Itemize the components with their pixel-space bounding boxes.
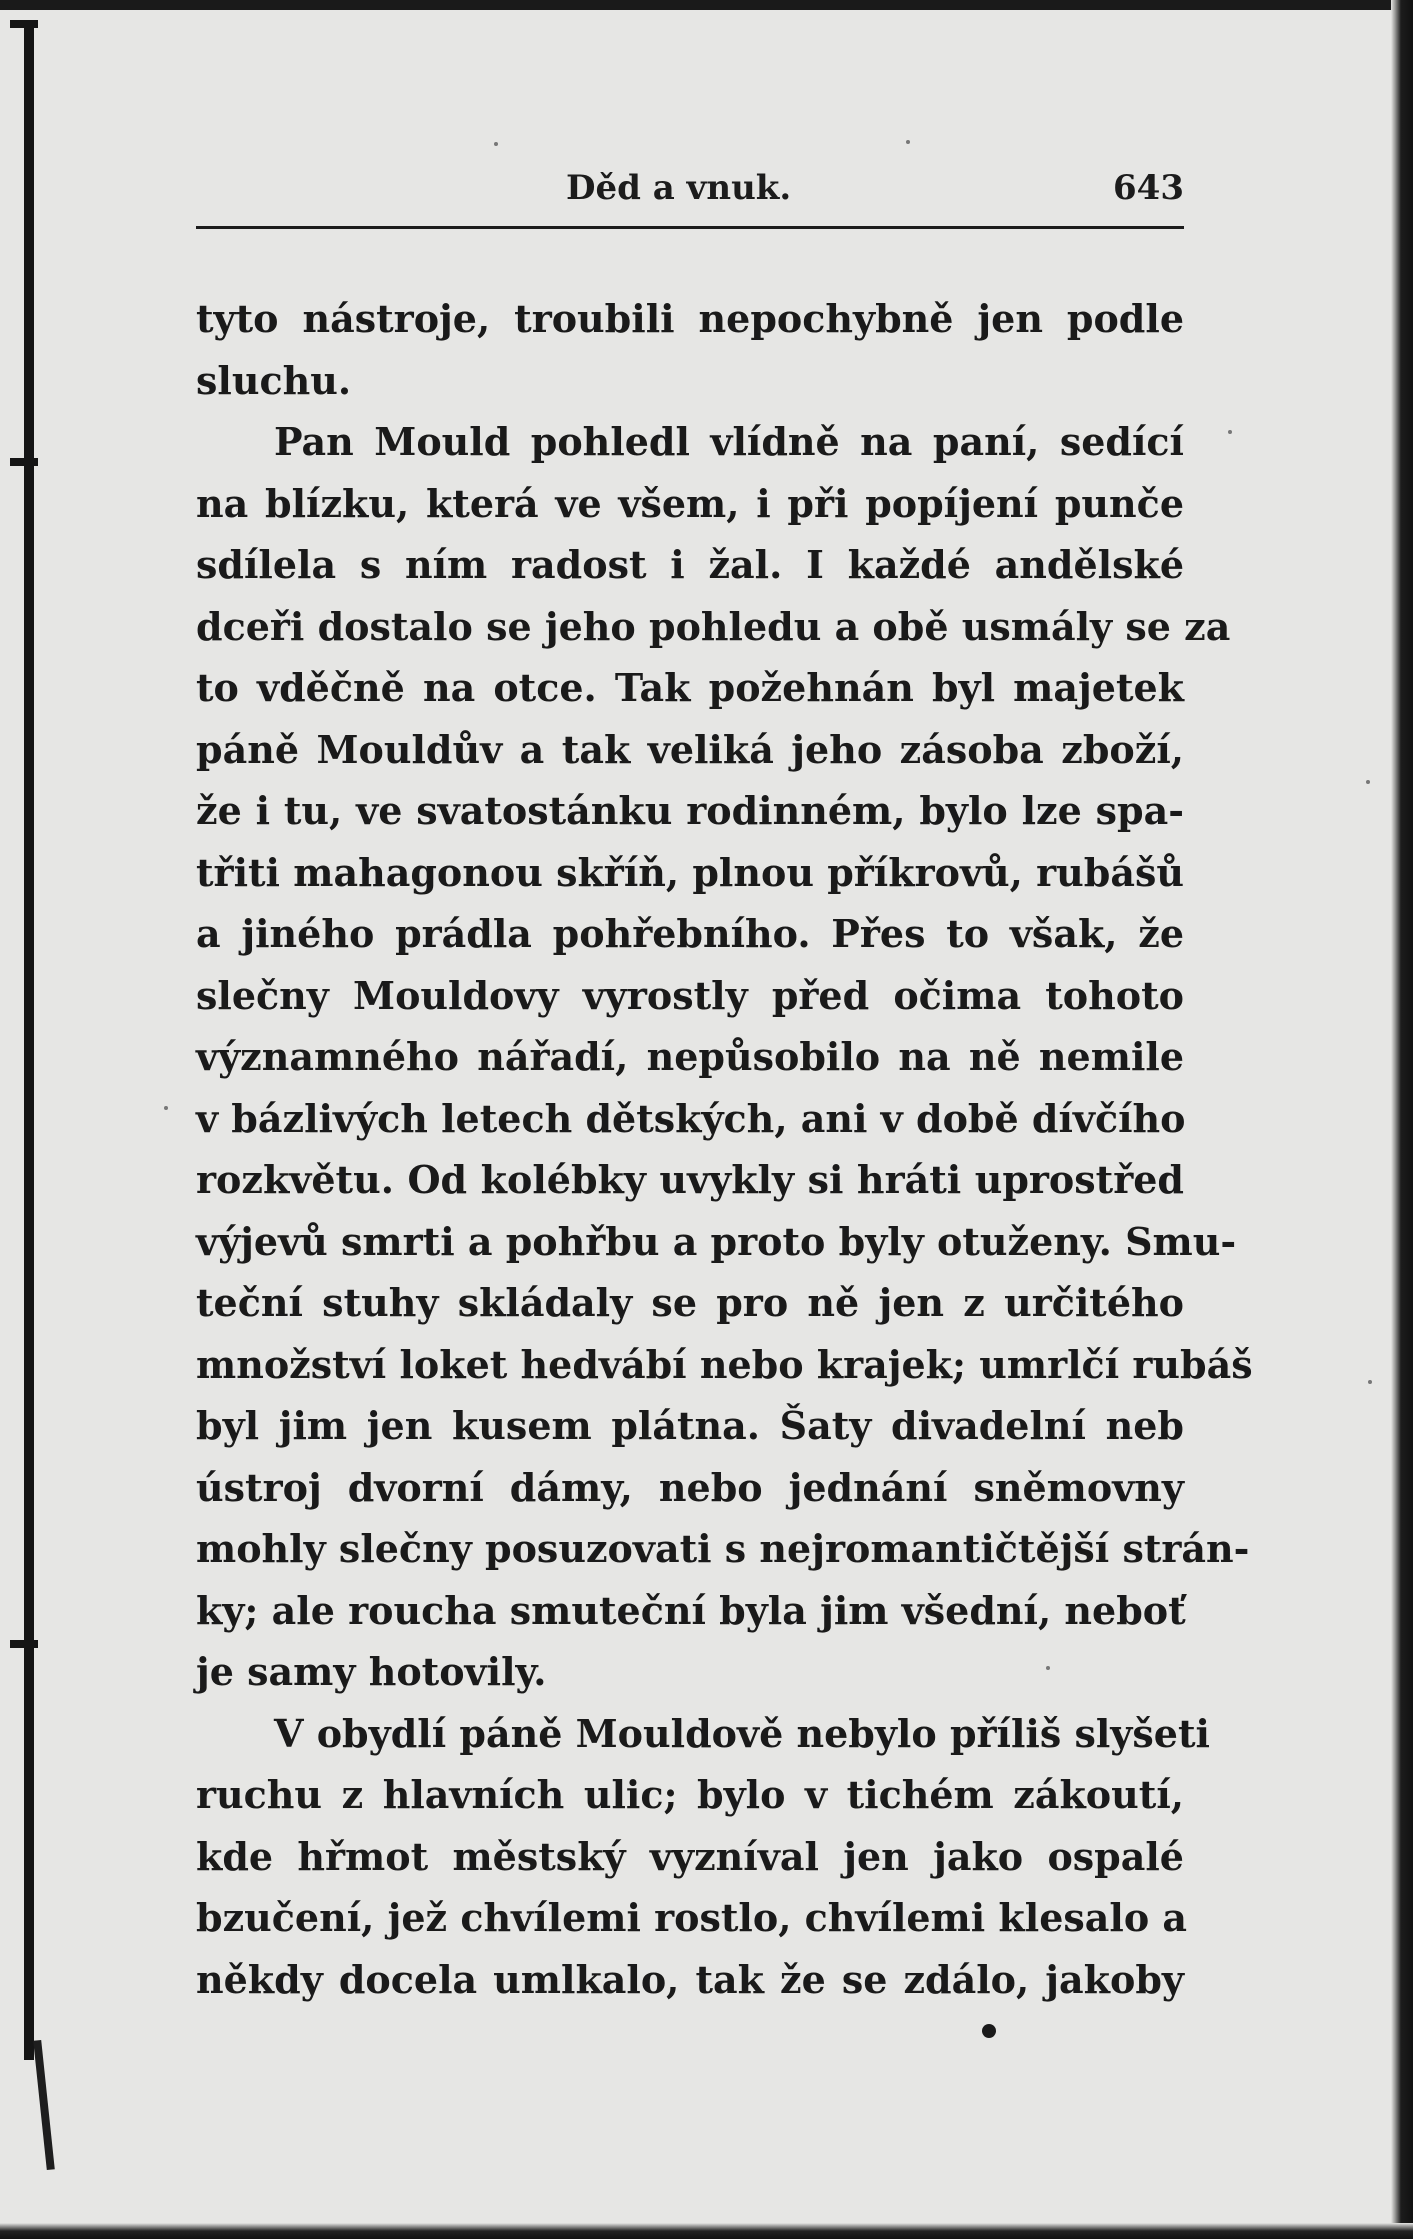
text-line: tyto nástroje, troubili nepochybně jen podle [196,296,1184,341]
scan-speck [1368,1380,1372,1384]
text-line: bzučení, jež chvílemi rostlo, chvílemi klesalo a [196,1895,1188,1940]
scan-speck [164,1106,168,1110]
scan-speck [906,140,910,144]
scan-border-top [0,0,1413,10]
scan-speck [1366,780,1370,784]
text-line: někdy docela umlkalo, tak že se zdálo, jakoby [196,1956,1184,2002]
page-number: 643 [1113,168,1184,208]
text-line: výjevů smrti a pohřbu a proto byly otuženy. Smu- [196,1218,1237,1264]
text-line: to vděčně na otce. Tak požehnán byl majetek [196,665,1184,710]
spine-tick [10,1640,38,1648]
text-line: na blízku, která ve všem, i při popíjení punče [196,480,1184,526]
text-line: dceři dostalo se jeho pohledu a obě usmály se za [196,603,1231,649]
text-line: sluchu. [196,357,352,403]
text-line: byl jim jen kusem plátna. Šaty divadelní neb [196,1403,1184,1448]
book-spine-shadow [24,20,34,2060]
text-line: sdílela s ním radost i žal. I každé andělské [196,542,1184,587]
scan-border-right [1391,0,1413,2239]
book-spine-tail [33,2040,55,2170]
paragraph-first-line: V obydlí páně Mouldově nebylo příliš slyšeti [274,1710,1210,1756]
paragraph-first-line: Pan Mould pohledl vlídně na paní, sedící [274,419,1184,464]
text-line: a jiného prádla pohřebního. Přes to však, že [196,911,1184,956]
signature-mark-dot [982,2024,996,2038]
spine-tick [10,458,38,466]
text-line: kde hřmot městský vyzníval jen jako ospalé [196,1833,1184,1879]
text-line: páně Mouldův a tak veliká jeho zásoba zboží, [196,726,1184,772]
scan-speck [494,142,498,146]
body-text [196,288,1253,2010]
header-rule [196,226,1184,229]
running-title: Děd a vnuk. [566,168,792,208]
text-line: třiti mahagonou skříň, plnou příkrovů, rubášů [196,849,1184,895]
text-line: množství loket hedvábí nebo krajek; umrlčí rubáš [196,1341,1253,1387]
running-head [196,162,1184,216]
text-line: mohly slečny posuzovati s nejromantičtější strán- [196,1526,1250,1571]
text-line: rozkvětu. Od kolébky uvykly si hráti uprostřed [196,1157,1184,1202]
text-line: ruchu z hlavních ulic; bylo v tichém zákoutí, [196,1772,1184,1817]
scan-border-bottom [0,2223,1413,2239]
text-line: že i tu, ve svatostánku rodinném, bylo lze spa- [196,788,1184,833]
text-line: je samy hotovily. [196,1649,547,1694]
spine-tick [10,20,38,28]
text-line: ky; ale roucha smuteční byla jim všední, neboť [196,1587,1186,1633]
text-line: slečny Mouldovy vyrostly před očima tohoto [196,972,1184,1018]
text-line: v bázlivých letech dětských, ani v době dívčího [196,1095,1186,1141]
scan-speck [1228,430,1232,434]
text-line: teční stuhy skládaly se pro ně jen z určitého [196,1280,1184,1325]
text-line: významného nářadí, nepůsobilo na ně nemile [196,1034,1184,1079]
text-line: ústroj dvorní dámy, nebo jednání sněmovny [196,1464,1184,1510]
